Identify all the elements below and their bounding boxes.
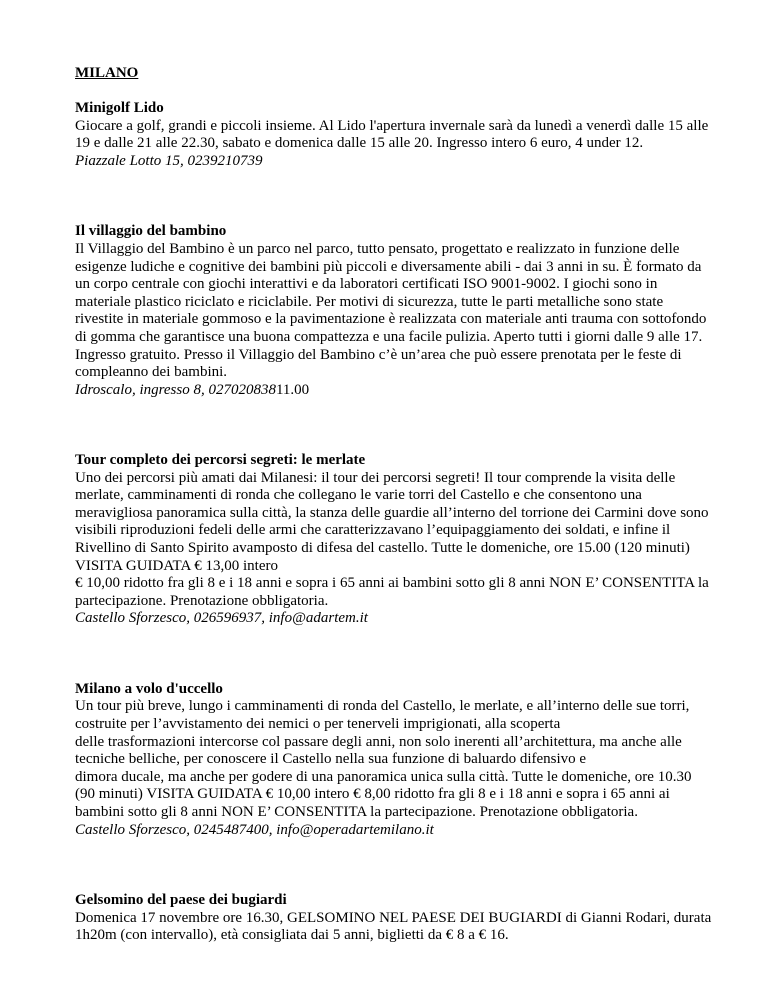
event-title: Gelsomino del paese dei bugiardi xyxy=(75,891,287,908)
event-entry-minigolf-lido xyxy=(75,100,715,170)
address-suffix: 11.00 xyxy=(275,381,310,398)
event-title: Milano a volo d'uccello xyxy=(75,680,223,697)
description-paragraph: € 10,00 ridotto fra gli 8 e i 18 anni e sopra i 65 anni ai bambini sotto gli 8 anni NON E’ CONSENTITA la partecipazione. Prenotazione obbligatoria. xyxy=(75,575,709,609)
event-address xyxy=(75,382,715,400)
address-text: Idroscalo, ingresso 8, 027020838 xyxy=(75,381,276,398)
description-paragraph: dimora ducale, ma anche per godere di una panoramica unica sulla città. Tutte le domeniche, ore 10.30 (90 minuti) VISITA GUIDATA € 10,00 intero € 8,00 ridotto fra gli 8 e i 18 anni e sopra i 65 anni ai bambini sotto gli 8 anni NON E’ CONSENTITA la partecipazione. Prenotazione obbligatoria. xyxy=(75,768,692,820)
event-entry-milano-volo-uccello xyxy=(75,681,715,839)
address-text: Castello Sforzesco, 026596937, info@adartem.it xyxy=(75,610,368,627)
event-entry-gelsomino xyxy=(75,892,715,945)
event-entry-villaggio-bambino xyxy=(75,223,715,399)
address-text: Castello Sforzesco, 0245487400, info@operadartemilano.it xyxy=(75,821,434,838)
description-paragraph: Un tour più breve, lungo i camminamenti di ronda del Castello, le merlate, e all’interno delle sue torri, costruite per l’avvistamento dei nemici o per tenerveli imprigionati, alla scoperta xyxy=(75,698,690,733)
event-entry-tour-merlate xyxy=(75,452,715,628)
document-page xyxy=(75,65,715,945)
description-paragraph: Uno dei percorsi più amati dai Milanesi: il tour dei percorsi segreti! Il tour comprende la visita delle merlate, camminamenti di ronda che collegano le varie torri del Castello e che consentono una meravigliosa panoramica sulla città, la stanza delle guardie all’interno del torrione dei Carmini dove sono visibili riproduzioni fedeli delle armi che caratterizzavano l’equipaggiamento dei soldati, e infine il Rivellino di Santo Spirito avamposto di difesa del castello. Tutte le domeniche, ore 15.00 (120 minuti) VISITA GUIDATA € 13,00 intero xyxy=(75,469,709,574)
address-text: Piazzale Lotto 15, 0239210739 xyxy=(75,152,263,169)
event-address xyxy=(75,153,715,171)
description-paragraph: delle trasformazioni intercorse col passare degli anni, non solo inerenti all’architettura, ma anche alle tecniche belliche, per conoscere il Castello nella sua funzione di baluardo difensivo e xyxy=(75,733,682,768)
event-description xyxy=(75,698,715,821)
event-title: Tour completo dei percorsi segreti: le merlate xyxy=(75,452,366,469)
event-description xyxy=(75,118,715,153)
description-paragraph: Giocare a golf, grandi e piccoli insieme. Al Lido l'apertura invernale sarà da lunedì a venerdì dalle 15 alle 19 e dalle 21 alle 22.30, sabato e domenica dalle 15 alle 20. Ingresso intero 6 euro, 4 under 12. xyxy=(75,117,709,152)
city-heading: MILANO xyxy=(75,65,139,81)
event-description xyxy=(75,470,715,611)
event-address xyxy=(75,610,715,628)
event-address xyxy=(75,822,715,840)
event-description xyxy=(75,910,715,945)
description-paragraph: Domenica 17 novembre ore 16.30, GELSOMINO NEL PAESE DEI BUGIARDI di Gianni Rodari, durata 1h20m (con intervallo), età consigliata dai 5 anni, biglietti da € 8 a € 16. xyxy=(75,909,712,944)
event-title: Minigolf Lido xyxy=(75,100,164,117)
description-paragraph: Il Villaggio del Bambino è un parco nel parco, tutto pensato, progettato e realizzato in funzione delle esigenze ludiche e cognitive dei bambini più piccoli e diversamente abili - dai 3 anni in su. È formato da un corpo centrale con giochi interattivi e da laboratori certificati ISO 9001-9002. I giochi sono in materiale plastico riciclato e riciclabile. Per motivi di sicurezza, tutte le parti metalliche sono state rivestite in materiale gommoso e la pavimentazione è realizzata con materiale anti trauma con sottofondo di gomma che garantisce una buona compattezza e una facile pulizia. Aperto tutti i giorni dalle 9 alle 17. Ingresso gratuito. Presso il Villaggio del Bambino c’è un’area che può essere prenotata per le feste di compleanno dei bambini. xyxy=(75,240,707,381)
event-title: Il villaggio del bambino xyxy=(75,223,227,240)
event-description xyxy=(75,241,715,382)
